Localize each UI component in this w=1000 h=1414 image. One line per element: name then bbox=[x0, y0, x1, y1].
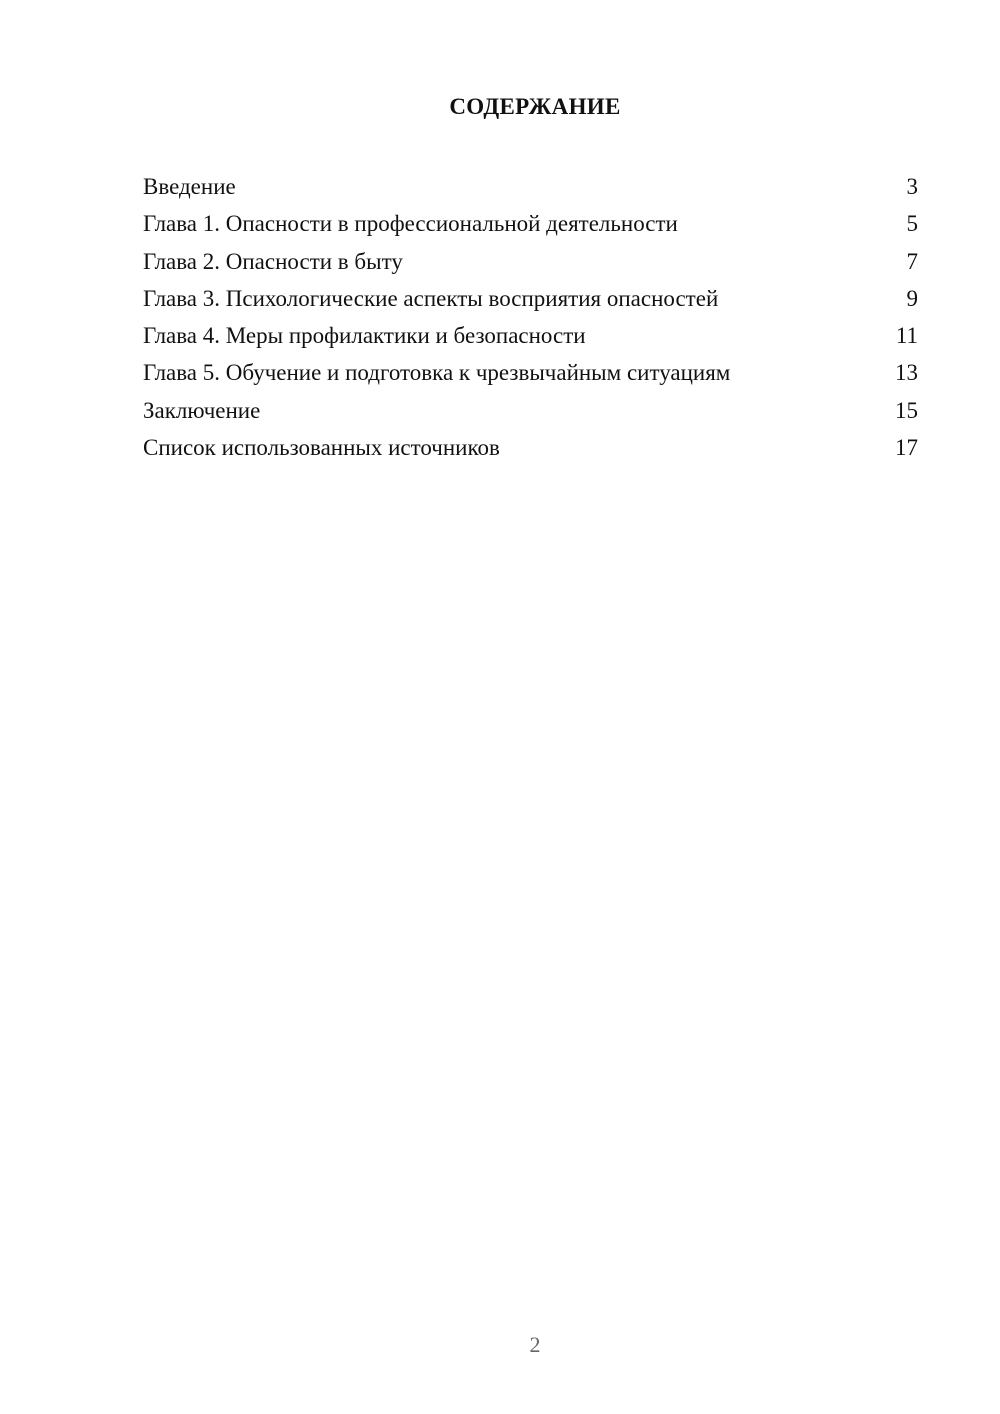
toc-entry-chapter-3[interactable] bbox=[143, 280, 918, 317]
toc-entry-page: 3 bbox=[906, 174, 918, 199]
toc-entry-page: 5 bbox=[906, 211, 918, 237]
table-of-contents bbox=[143, 168, 918, 466]
toc-entry-introduction[interactable] bbox=[143, 168, 918, 205]
toc-entry-title: Глава 4. Меры профилактики и безопасности bbox=[143, 323, 586, 349]
toc-entry-page: 11 bbox=[895, 323, 918, 349]
toc-entry-title: Глава 2. Опасности в быту bbox=[143, 248, 403, 274]
toc-entry-title: Список использованных источников bbox=[143, 435, 500, 461]
toc-entry-title: Глава 5. Обучение и подготовка к чрезвычайным ситуациям bbox=[143, 360, 731, 386]
toc-entry-chapter-2[interactable] bbox=[143, 243, 918, 280]
toc-entry-page: 7 bbox=[906, 248, 918, 274]
toc-entry-page: 15 bbox=[895, 397, 918, 423]
toc-entry-page: 17 bbox=[895, 435, 918, 461]
toc-entry-chapter-1[interactable] bbox=[143, 205, 918, 242]
toc-entry-title: Введение bbox=[143, 174, 236, 199]
toc-entry-chapter-4[interactable] bbox=[143, 317, 918, 354]
toc-entry-conclusion[interactable] bbox=[143, 392, 918, 429]
toc-entry-title: Глава 1. Опасности в профессиональной деятельности bbox=[143, 211, 678, 237]
toc-entry-references[interactable] bbox=[143, 429, 918, 466]
toc-entry-title: Заключение bbox=[143, 397, 261, 423]
toc-entry-title: Глава 3. Психологические аспекты восприятия опасностей bbox=[143, 285, 719, 311]
toc-entry-page: 9 bbox=[906, 285, 918, 311]
toc-entry-page: 13 bbox=[895, 360, 918, 386]
toc-entry-chapter-5[interactable] bbox=[143, 354, 918, 391]
page-title: СОДЕРЖАНИЕ bbox=[449, 94, 621, 119]
page-number: 2 bbox=[529, 1332, 541, 1357]
